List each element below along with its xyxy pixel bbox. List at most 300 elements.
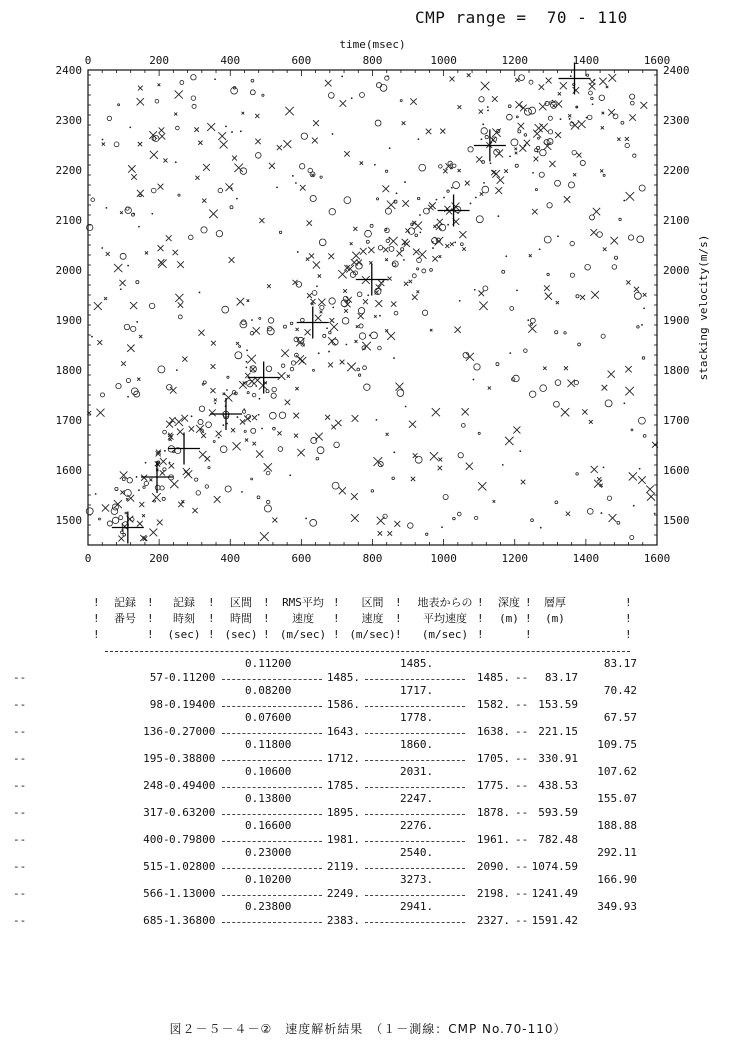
scatter-point (279, 412, 285, 418)
scatter-point (152, 137, 156, 141)
scatter-point (240, 130, 242, 132)
scatter-point (451, 187, 453, 189)
scatter-point (614, 256, 617, 259)
header-separator: ! (147, 596, 154, 609)
scatter-point (379, 315, 381, 317)
scatter-point (359, 333, 366, 340)
leader-dashes: -- (515, 751, 529, 765)
header-line: 時間 (230, 612, 252, 625)
interval-row (105, 684, 645, 698)
leader-dash: - (163, 751, 170, 765)
interval-time: 0.23000 (245, 846, 292, 859)
scatter-point (114, 142, 119, 147)
scatter-point (422, 310, 427, 315)
y-tick-label-left: 2200 (55, 164, 82, 177)
scatter-point (95, 493, 97, 495)
scatter-point (332, 133, 334, 135)
scatter-point (227, 376, 229, 378)
record-number: 317 (143, 805, 163, 819)
layer-thickness: 107.62 (597, 765, 637, 778)
scatter-point (370, 224, 373, 227)
scatter-point (443, 494, 448, 499)
scatter-point (453, 182, 460, 189)
header-separator: ! (333, 596, 340, 609)
leader-dashes: -- (515, 886, 529, 900)
scatter-point (625, 143, 629, 147)
scatter-point (264, 505, 271, 512)
scatter-point (218, 437, 220, 439)
scatter-point (251, 79, 254, 82)
scatter-point (267, 328, 274, 335)
scatter-point (532, 172, 534, 174)
scatter-point (120, 253, 126, 259)
scatter-point (199, 292, 201, 294)
scatter-point (144, 481, 148, 485)
scatter-point (230, 206, 233, 209)
scatter-point (138, 489, 140, 491)
scatter-point (415, 234, 418, 237)
scatter-point (408, 523, 413, 528)
scatter-point (241, 491, 243, 493)
pick-row (13, 913, 645, 928)
interval-velocity: 2540. (400, 846, 434, 859)
depth: 83.17 (544, 670, 578, 684)
y-tick-label-right: 2100 (663, 214, 690, 227)
scatter-point (199, 406, 204, 411)
scatter-point (530, 318, 535, 323)
scatter-point (439, 165, 443, 169)
record-number: 248 (143, 778, 163, 792)
leader-dashes: -- (515, 724, 529, 738)
average-velocity: 2327. (476, 913, 510, 927)
scatter-point (360, 93, 365, 98)
scatter-point (116, 383, 121, 388)
depth: 221.15 (538, 724, 578, 738)
scatter-point (367, 294, 369, 296)
leader-dashes: -- (13, 724, 27, 738)
scatter-point (127, 396, 129, 398)
scatter-point (511, 139, 518, 146)
x-tick-label-bottom: 1200 (501, 552, 528, 565)
scatter-point (630, 535, 634, 539)
scatter-point (485, 135, 488, 138)
y-tick-label-left: 2400 (55, 64, 82, 77)
scatter-point (378, 346, 382, 350)
scatter-point (345, 344, 347, 346)
x-tick-label-top: 600 (291, 54, 312, 67)
scatter-point (426, 533, 428, 535)
scatter-point (341, 76, 343, 78)
scatter-point (587, 115, 592, 120)
y-tick-label-right: 2000 (663, 264, 690, 277)
table-header-cell (535, 595, 575, 627)
plot-border (88, 70, 657, 545)
scatter-point (432, 247, 434, 249)
leader-dash: - (163, 670, 170, 684)
scatter-point (261, 428, 263, 430)
leader-dashes: -- (515, 913, 529, 927)
record-time: 0.27000 (169, 724, 216, 738)
depth: 1241.49 (531, 886, 578, 900)
record-time: 1.02800 (169, 859, 216, 873)
scatter-point (436, 199, 438, 201)
scatter-point (393, 357, 395, 359)
rms-velocity: 1895. (326, 805, 360, 819)
depth: 782.48 (538, 832, 578, 846)
leader-dashes: -- (13, 913, 27, 927)
scatter-point (555, 331, 558, 334)
scatter-point (597, 232, 603, 238)
leader-dashes: -- (13, 859, 27, 873)
scatter-point (417, 258, 422, 263)
leader-line (222, 787, 322, 788)
scatter-point (356, 263, 363, 270)
header-separator: ! (93, 628, 100, 641)
scatter-point (371, 332, 378, 339)
scatter-point (482, 123, 484, 125)
layer-thickness: 83.17 (603, 657, 637, 670)
scatter-point (547, 273, 549, 275)
scatter-point (299, 164, 304, 169)
interval-row (105, 738, 645, 752)
header-separator: ! (93, 612, 100, 625)
record-number: 515 (143, 859, 163, 873)
scatter-point (251, 428, 256, 433)
scatter-point (158, 366, 165, 373)
scatter-point (149, 303, 154, 308)
x-tick-label-top: 1400 (572, 54, 600, 67)
pick-row (13, 697, 645, 712)
scatter-point (329, 209, 335, 215)
record-time: 1.13000 (169, 886, 216, 900)
scatter-point (178, 315, 182, 319)
scatter-point (357, 292, 362, 297)
scatter-point (540, 149, 547, 156)
scatter-point (268, 318, 274, 324)
rms-velocity: 1712. (326, 751, 360, 765)
plot-frame (88, 70, 657, 545)
layer-thickness: 67.57 (603, 711, 637, 724)
pick-row (13, 805, 645, 820)
scatter-point (283, 325, 286, 328)
scatter-point (628, 235, 633, 240)
scatter-point (468, 147, 473, 152)
axes (56, 38, 711, 565)
scatter-point (279, 231, 281, 233)
scatter-point (580, 160, 585, 165)
scatter-point (591, 97, 593, 99)
scatter-point (250, 90, 255, 95)
scatter-point (557, 235, 559, 237)
scatter-point (266, 471, 270, 475)
record-number: 400 (143, 832, 163, 846)
header-line: 速度 (361, 612, 384, 625)
scatter-point (544, 140, 549, 145)
scatter-point (107, 521, 112, 526)
scatter-point (86, 508, 93, 515)
x-tick-label-top: 200 (149, 54, 170, 67)
interval-time: 0.13800 (245, 792, 292, 805)
scatter-point (119, 516, 123, 520)
scatter-point (196, 491, 200, 495)
leader-dashes: -- (13, 670, 27, 684)
y-tick-label-left: 2000 (55, 264, 82, 277)
scatter-point (492, 137, 496, 141)
scatter-point (301, 133, 307, 139)
scatter-point (225, 126, 227, 128)
interval-row (105, 900, 645, 914)
scatter-point (155, 99, 159, 103)
x-tick-label-top: 400 (220, 54, 241, 67)
layer-thickness: 155.07 (597, 792, 637, 805)
leader-dashes: -- (515, 805, 529, 819)
scatter-point (308, 168, 313, 173)
scatter-point (539, 248, 541, 250)
scatter-point (539, 172, 544, 177)
scatter-point (529, 80, 533, 84)
header-separator: ! (477, 596, 484, 609)
scatter-point (366, 240, 369, 243)
scatter-point (423, 208, 429, 214)
scatter-point (198, 419, 203, 424)
scatter-point (483, 286, 488, 291)
scatter-point (432, 238, 438, 244)
scatter-point (603, 174, 605, 176)
scatter-point (387, 75, 389, 77)
scatter-point (386, 239, 389, 242)
scatter-point (417, 197, 419, 199)
record-time: 0.49400 (169, 778, 216, 792)
interval-row (105, 819, 645, 833)
scatter-point (637, 236, 644, 243)
header-separator: ! (263, 596, 270, 609)
scatter-point (572, 150, 576, 154)
scatter-point (344, 197, 351, 204)
scatter-point (643, 434, 646, 437)
interval-time: 0.23800 (245, 900, 292, 913)
interval-velocity: 2276. (400, 819, 434, 832)
scatter-point (175, 161, 177, 163)
scatter-point (643, 307, 645, 309)
scatter-point (607, 496, 611, 500)
y-tick-label-left: 1600 (55, 464, 82, 477)
scatter-point (515, 164, 518, 167)
x-tick-label-bottom: 200 (149, 552, 170, 565)
scatter-point (208, 466, 210, 468)
scatter-point (269, 412, 276, 419)
depth: 330.91 (538, 751, 578, 765)
scatter-point (383, 514, 387, 518)
scatter-point (555, 501, 558, 504)
scatter-point (474, 289, 476, 291)
leader-dashes: -- (13, 778, 27, 792)
rms-velocity: 2383. (326, 913, 360, 927)
header-separator: ! (625, 596, 632, 609)
scatter-point (619, 218, 621, 220)
pick-row (13, 859, 645, 874)
scatter-point (554, 401, 560, 407)
scatter-point (213, 440, 215, 442)
scatter-point (633, 505, 635, 507)
scatter-point (570, 273, 574, 277)
header-line: 時刻 (173, 612, 195, 625)
header-line: (sec) (167, 628, 201, 641)
scatter-point (102, 139, 104, 141)
scatter-point (222, 424, 224, 426)
scatter-point (613, 114, 618, 119)
leader-line (365, 787, 465, 788)
scatter-point (276, 186, 278, 188)
scatter-point (481, 138, 483, 140)
header-separator: ! (333, 628, 340, 641)
scatter-point (519, 75, 525, 81)
scatter-point (621, 121, 624, 124)
scatter-point (312, 291, 317, 296)
header-line: (m/sec) (349, 628, 396, 641)
depth: 153.59 (538, 697, 578, 711)
scatter-point (617, 521, 620, 524)
rms-velocity: 1785. (326, 778, 360, 792)
x-tick-label-bottom: 600 (291, 552, 312, 565)
x-tick-label-bottom: 1000 (430, 552, 457, 565)
interval-velocity: 1485. (400, 657, 434, 670)
header-line: (m) (499, 612, 519, 625)
scatter-point (244, 430, 246, 432)
average-velocity: 1878. (476, 805, 510, 819)
interval-time: 0.11200 (245, 657, 292, 670)
scatter-point (474, 364, 480, 370)
scatter-point (654, 513, 656, 515)
scatter-point (510, 306, 514, 310)
layer-thickness: 109.75 (597, 738, 637, 751)
scatter-point (529, 107, 536, 114)
leader-dashes: -- (13, 697, 27, 711)
scatter-point (631, 429, 633, 431)
scatter-point (106, 207, 108, 209)
scatter-point (246, 349, 248, 351)
scatter-point (101, 247, 103, 249)
scatter-point (236, 198, 238, 200)
scatter-point (332, 306, 334, 308)
header-line: RMS平均 (282, 596, 324, 609)
scatter-point (530, 323, 532, 325)
leader-line (222, 733, 322, 734)
scatter-point (564, 332, 566, 334)
average-velocity: 1582. (476, 697, 510, 711)
scatter-point (441, 526, 443, 528)
header-rule (105, 651, 630, 652)
scatter-point (290, 322, 293, 325)
rms-velocity: 2249. (326, 886, 360, 900)
scatter-point (136, 321, 138, 323)
scatter-point (122, 478, 125, 481)
leader-line (365, 868, 465, 869)
scatter-point (216, 230, 222, 236)
leader-line (222, 841, 322, 842)
scatter-point (408, 228, 415, 235)
scatter-point (281, 364, 285, 368)
scatter-point (516, 116, 518, 118)
scatter-point (118, 104, 120, 106)
scatter-point (487, 106, 489, 108)
scatter-point (292, 175, 294, 177)
scatter-point (587, 74, 589, 76)
scatter-point (222, 306, 229, 313)
header-line: (m/sec) (279, 628, 327, 641)
scatter-point (162, 497, 165, 500)
record-time: 0.38800 (169, 751, 216, 765)
scatter-point (639, 185, 645, 191)
scatter-point (317, 447, 324, 454)
scatter-point (351, 97, 353, 99)
scatter-point (623, 200, 625, 202)
scatter-point (378, 246, 382, 250)
scatter-point (447, 224, 449, 226)
header-line: 記録 (173, 596, 195, 609)
leader-line (222, 679, 322, 680)
leader-dashes: -- (515, 697, 529, 711)
scatter-point (176, 126, 180, 130)
scatter-point (588, 91, 592, 95)
header-line: (m) (545, 612, 565, 625)
y-tick-label-left: 1500 (55, 514, 82, 527)
scatter-points (86, 73, 658, 541)
scatter-point (127, 265, 129, 267)
scatter-point (365, 230, 372, 237)
scatter-point (151, 213, 153, 215)
scatter-point (537, 151, 539, 153)
x-tick-label-top: 1000 (430, 54, 457, 67)
interval-velocity: 2247. (400, 792, 434, 805)
scatter-point (443, 197, 445, 199)
scatter-point (524, 108, 531, 115)
header-separator: ! (333, 612, 340, 625)
scatter-point (496, 363, 499, 366)
scatter-point (290, 367, 294, 371)
interval-time: 0.10200 (245, 873, 292, 886)
scatter-point (633, 154, 636, 157)
scatter-point (497, 215, 499, 217)
record-number: 57 (149, 670, 163, 684)
record-time: 0.63200 (169, 805, 216, 819)
scatter-point (630, 94, 635, 99)
header-separator: ! (263, 612, 270, 625)
leader-dash: - (163, 913, 170, 927)
record-number: 136 (143, 724, 163, 738)
header-separator: ! (395, 628, 402, 641)
scatter-point (160, 486, 164, 490)
scatter-point (524, 349, 528, 353)
header-separator: ! (477, 628, 484, 641)
scatter-point (576, 295, 579, 298)
scatter-point (247, 392, 249, 394)
scatter-point (266, 366, 272, 372)
scatter-point (262, 94, 264, 96)
scatter-point (289, 474, 291, 476)
scatter-point (418, 138, 420, 140)
scatter-point (540, 527, 542, 529)
y-tick-label-right: 2300 (663, 114, 690, 127)
interval-velocity: 1860. (400, 738, 434, 751)
leader-line (222, 895, 322, 896)
table-header (93, 595, 645, 657)
scatter-point (516, 289, 518, 291)
header-line: 地表からの (417, 596, 473, 609)
scatter-point (555, 180, 561, 186)
scatter-point (246, 361, 248, 363)
y-tick-label-left: 1700 (55, 414, 82, 427)
scatter-point (518, 130, 521, 133)
